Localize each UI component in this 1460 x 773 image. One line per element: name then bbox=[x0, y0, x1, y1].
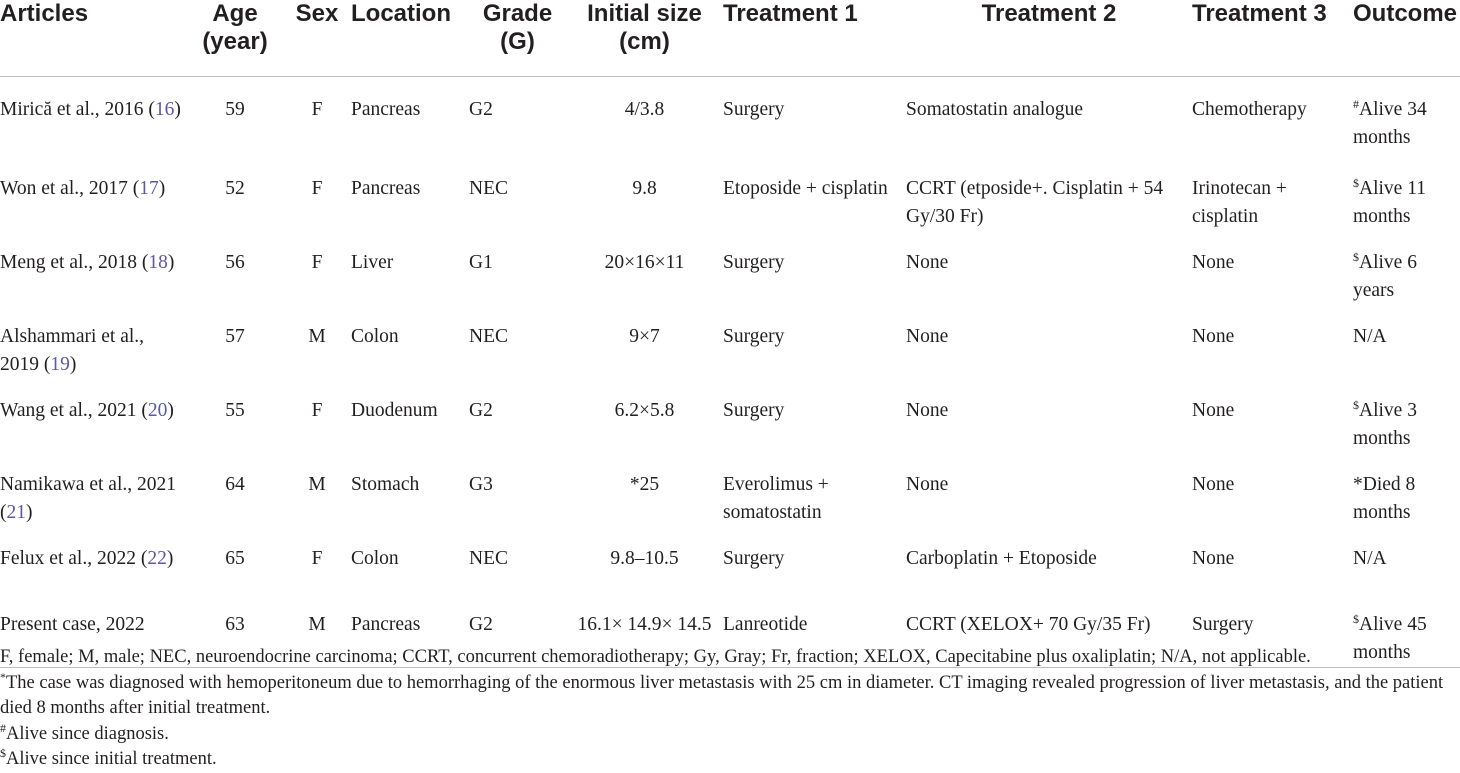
footnote-mark: # bbox=[1353, 96, 1359, 111]
cell-treatment-2: Somatostatin analogue bbox=[906, 98, 1084, 120]
cell-size: *25 bbox=[629, 474, 660, 495]
cell-treatment-1: Surgery bbox=[723, 548, 785, 569]
reference-link[interactable]: 20 bbox=[147, 400, 168, 421]
table-row bbox=[0, 231, 1460, 305]
cell-outcome: *Died 8 months bbox=[1353, 474, 1416, 523]
header-treatment-1: Treatment 1 bbox=[723, 0, 906, 76]
cell-grade: G1 bbox=[469, 252, 493, 273]
cell-article: Present case, 2022 bbox=[0, 593, 187, 668]
footnote-mark: $ bbox=[1353, 612, 1359, 626]
cell-location: Liver bbox=[351, 252, 394, 273]
table-row bbox=[0, 305, 1460, 379]
cell-location: Pancreas bbox=[351, 178, 421, 199]
cell-treatment-1: Surgery bbox=[723, 326, 785, 347]
cell-article: Meng et al., 2018 (18) bbox=[0, 252, 175, 273]
header-initial-size: Initial size (cm) bbox=[566, 0, 723, 76]
cell-article: Won et al., 2017 (17) bbox=[0, 178, 166, 199]
cell-treatment-3: Irinotecan + cisplatin bbox=[1192, 178, 1287, 227]
footnote-mark: $ bbox=[1353, 398, 1359, 412]
reference-link[interactable]: 21 bbox=[6, 502, 26, 523]
header-treatment-3: Treatment 3 bbox=[1192, 0, 1353, 76]
footnote-abbreviations: F, female; M, male; NEC, neuroendocrine carcinoma; CCRT, concurrent chemoradiotherapy; Gy, Gray; Fr, fraction; XELOX, Capecitabine plus oxaliplatin; N/A, not applicable. bbox=[0, 647, 1311, 667]
cell-grade: NEC bbox=[469, 326, 508, 347]
cell-size: 9.8–10.5 bbox=[610, 548, 679, 569]
cell-sex: M bbox=[308, 474, 326, 495]
cell-sex: F bbox=[311, 252, 323, 273]
table-row bbox=[0, 453, 1460, 527]
cell-outcome: $Alive 6 years bbox=[1353, 250, 1417, 301]
cell-article: Wang et al., 2021 (20) bbox=[0, 400, 174, 421]
cell-age: 64 bbox=[225, 474, 245, 495]
cell-grade: G3 bbox=[469, 474, 493, 495]
cell-treatment-3: Chemotherapy bbox=[1192, 98, 1307, 120]
header-treatment-2: Treatment 2 bbox=[906, 0, 1192, 76]
cell-sex: M bbox=[283, 593, 351, 668]
footnote-dollar: $Alive since initial treatment. bbox=[0, 746, 217, 769]
cell-treatment-1: Everolimus + somatostatin bbox=[723, 474, 829, 523]
cell-treatment-2: None bbox=[906, 474, 949, 495]
cell-treatment-2: None bbox=[906, 400, 949, 421]
cell-treatment-2: Carboplatin + Etoposide bbox=[906, 548, 1097, 569]
cell-location: Colon bbox=[351, 326, 399, 347]
header-location: Location bbox=[351, 0, 469, 76]
cell-size: 20×16×11 bbox=[604, 252, 685, 273]
cell-sex: M bbox=[308, 326, 326, 347]
header-age: Age (year) bbox=[187, 0, 283, 76]
reference-link[interactable]: 22 bbox=[147, 548, 167, 569]
cell-treatment-2: CCRT (etposide+. Cisplatin + 54 Gy/30 Fr) bbox=[906, 178, 1164, 227]
cell-treatment-3: None bbox=[1192, 252, 1235, 273]
reference-link[interactable]: 17 bbox=[139, 178, 159, 199]
header-grade: Grade (G) bbox=[469, 0, 566, 76]
footnote-star: *The case was diagnosed with hemoperitoneum due to hemorrhaging of the enormous liver metastasis with 25 cm in diameter. CT imaging revealed progression of liver metastasis, and the patient died 8 months after initial treatment. bbox=[0, 669, 1444, 718]
cell-treatment-2: CCRT (XELOX+ 70 Gy/35 Fr) bbox=[906, 593, 1192, 668]
cell-outcome: $Alive 3 months bbox=[1353, 398, 1417, 449]
header-outcome: Outcome bbox=[1353, 0, 1460, 76]
footnote-hash: #Alive since diagnosis. bbox=[0, 720, 169, 744]
cell-treatment-2: None bbox=[906, 326, 949, 347]
cell-location: Colon bbox=[351, 548, 399, 569]
reference-link[interactable]: 18 bbox=[148, 252, 168, 273]
cell-age: 55 bbox=[225, 400, 245, 421]
cell-sex: F bbox=[311, 98, 323, 120]
cell-treatment-2: None bbox=[906, 252, 949, 273]
cell-article: Alshammari et al., 2019 (19) bbox=[0, 326, 145, 375]
table-row bbox=[0, 379, 1460, 453]
cell-sex: F bbox=[311, 400, 323, 421]
cell-age: 63 bbox=[187, 593, 283, 668]
cell-grade: NEC bbox=[469, 178, 508, 199]
cell-outcome: $Alive 45 months bbox=[1353, 593, 1460, 668]
cell-treatment-3: None bbox=[1192, 326, 1235, 347]
cell-location: Pancreas bbox=[351, 98, 421, 120]
header-sex: Sex bbox=[283, 0, 351, 76]
cell-grade: G2 bbox=[469, 593, 566, 668]
table-row bbox=[0, 157, 1460, 231]
cell-grade: G2 bbox=[469, 98, 493, 120]
cell-size: 6.2×5.8 bbox=[614, 400, 675, 421]
cell-size: 16.1× 14.9× 14.5 bbox=[566, 593, 723, 668]
cell-treatment-3: None bbox=[1192, 400, 1235, 421]
cell-treatment-3: None bbox=[1192, 474, 1235, 495]
header-articles: Articles bbox=[0, 0, 187, 76]
table-footnotes bbox=[0, 645, 1460, 773]
footnote-mark: $ bbox=[1353, 176, 1359, 190]
cell-treatment-3: Surgery bbox=[1192, 593, 1353, 668]
header-row bbox=[0, 0, 1460, 76]
cell-treatment-3: None bbox=[1192, 548, 1235, 569]
reference-link[interactable]: 16 bbox=[154, 98, 175, 120]
cell-article: Felux et al., 2022 (22) bbox=[0, 548, 174, 569]
cell-size: 4/3.8 bbox=[624, 98, 665, 120]
cell-treatment-1: Surgery bbox=[723, 400, 785, 421]
cell-sex: F bbox=[311, 178, 323, 199]
cell-sex: F bbox=[311, 548, 323, 569]
cell-treatment-1: Surgery bbox=[723, 98, 785, 120]
cell-grade: NEC bbox=[469, 548, 508, 569]
cell-age: 57 bbox=[225, 326, 245, 347]
cell-treatment-1: Etoposide + cisplatin bbox=[723, 178, 888, 199]
cell-age: 56 bbox=[225, 252, 245, 273]
cell-outcome: #Alive 34 months bbox=[1353, 96, 1427, 148]
footnote-mark: $ bbox=[1353, 250, 1359, 264]
reference-link[interactable]: 19 bbox=[50, 354, 70, 375]
cell-article: Namikawa et al., 2021 (21) bbox=[0, 474, 176, 523]
cell-age: 52 bbox=[225, 178, 245, 199]
cell-treatment-1: Lanreotide bbox=[723, 593, 906, 668]
cell-location: Duodenum bbox=[351, 400, 438, 421]
cell-outcome: N/A bbox=[1353, 548, 1387, 569]
cell-article: Mirică et al., 2016 (16) bbox=[0, 98, 181, 120]
cell-age: 59 bbox=[225, 98, 245, 120]
cell-size: 9×7 bbox=[629, 326, 660, 347]
cell-grade: G2 bbox=[469, 400, 493, 421]
cell-age: 65 bbox=[225, 548, 245, 569]
table-row bbox=[0, 76, 1460, 157]
cell-treatment-1: Surgery bbox=[723, 252, 785, 273]
cell-location: Pancreas bbox=[351, 593, 469, 668]
cell-outcome: N/A bbox=[1353, 326, 1387, 347]
cell-outcome: $Alive 11 months bbox=[1353, 176, 1426, 227]
cell-size: 9.8 bbox=[632, 178, 657, 199]
table-row bbox=[0, 527, 1460, 593]
cell-location: Stomach bbox=[351, 474, 420, 495]
